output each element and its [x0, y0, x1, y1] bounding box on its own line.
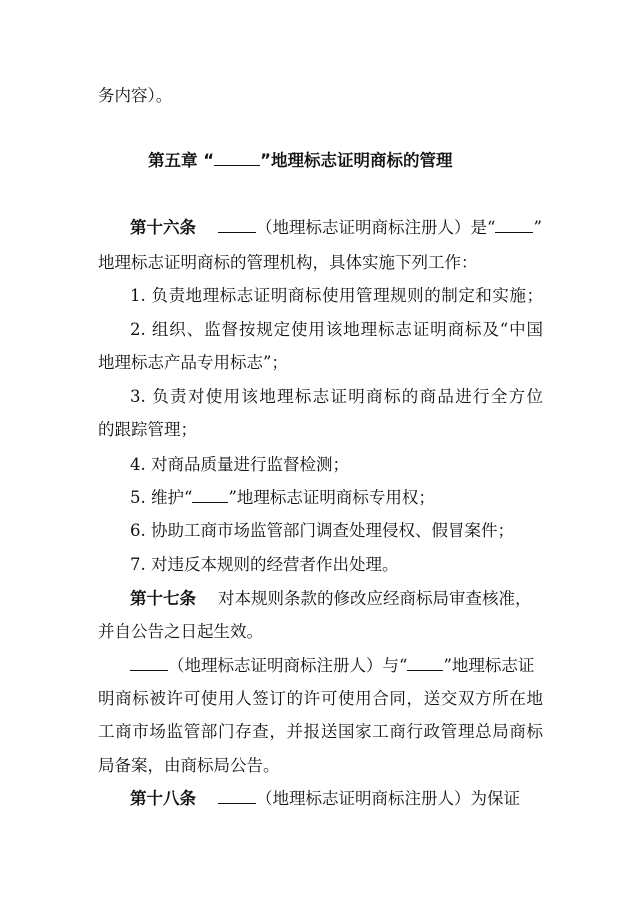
article-line: [130, 789, 520, 809]
blank-underline: [407, 656, 443, 671]
text-line: [98, 353, 288, 373]
text-line: [98, 622, 263, 642]
heading-text: 第五章 “: [148, 151, 215, 170]
text-fragment: 2. 组织、监督按规定使用该地理标志证明商标及“中国: [130, 320, 543, 339]
text-fragment: （地理标志证明商标注册人）是“: [256, 218, 496, 237]
text-fragment: （地理标志证明商标注册人）为保证: [256, 789, 520, 808]
list-item: [130, 488, 435, 508]
text-fragment: 地理标志证明商标的管理机构，具体实施下列工作：: [98, 253, 478, 272]
list-item: [130, 455, 349, 475]
article-line: [130, 589, 532, 609]
blank-underline: [192, 488, 228, 503]
chapter-heading: [148, 151, 452, 171]
text-fragment: 7. 对违反本规则的经营者作出处理。: [130, 555, 399, 574]
text-fragment: 3. 负责对使用该地理标志证明商标的商品进行全方位: [130, 387, 543, 406]
article-label: 第十八条: [130, 789, 196, 808]
text-fragment: 对本规则条款的修改应经商标局审查核准，: [218, 589, 532, 608]
text-fragment: 局备案，由商标局公告。: [98, 756, 280, 775]
text-line: [98, 722, 543, 742]
article-label: 第十七条: [130, 589, 196, 608]
heading-text: ”地理标志证明商标的管理: [260, 151, 453, 170]
text-line: [98, 86, 172, 106]
text-line: [98, 253, 478, 273]
text-fragment: 工商市场监管部门存查，并报送国家工商行政管理总局商标: [98, 722, 543, 741]
text-line: [98, 689, 543, 709]
text-fragment: 并自公告之日起生效。: [98, 622, 263, 641]
list-item: [130, 521, 514, 541]
text-fragment: 6. 协助工商市场监管部门调查处理侵权、假冒案件；: [130, 521, 514, 540]
text-fragment: ”地理标志证明商标专用权；: [228, 488, 435, 507]
list-item: [130, 387, 543, 407]
list-item: [130, 320, 543, 340]
text-line: [98, 420, 197, 440]
list-item: [130, 555, 399, 575]
text-fragment: 的跟踪管理；: [98, 420, 197, 439]
text-fragment: 5. 维护“: [130, 488, 193, 507]
blank-underline: [214, 151, 260, 166]
text-fragment: 4. 对商品质量进行监督检测；: [130, 455, 349, 474]
blank-underline: [218, 789, 256, 804]
text-line: [130, 656, 534, 676]
text-fragment: ”地理标志证: [443, 656, 535, 675]
blank-underline: [218, 218, 256, 233]
text-line: [98, 756, 280, 776]
blank-underline: [130, 656, 168, 671]
list-item: [130, 286, 543, 306]
text-fragment: （地理标志证明商标注册人）与“: [168, 656, 408, 675]
text-fragment: 1. 负责地理标志证明商标使用管理规则的制定和实施；: [130, 286, 543, 305]
blank-underline: [495, 218, 533, 233]
article-label: 第十六条: [130, 218, 196, 237]
text-fragment: 明商标被许可使用人签订的许可使用合同，送交双方所在地: [98, 689, 543, 708]
article-line: [130, 218, 542, 238]
text-fragment: ”: [533, 218, 542, 237]
text-fragment: 地理标志产品专用标志”；: [98, 353, 288, 372]
text-fragment: 务内容）。: [98, 86, 173, 105]
